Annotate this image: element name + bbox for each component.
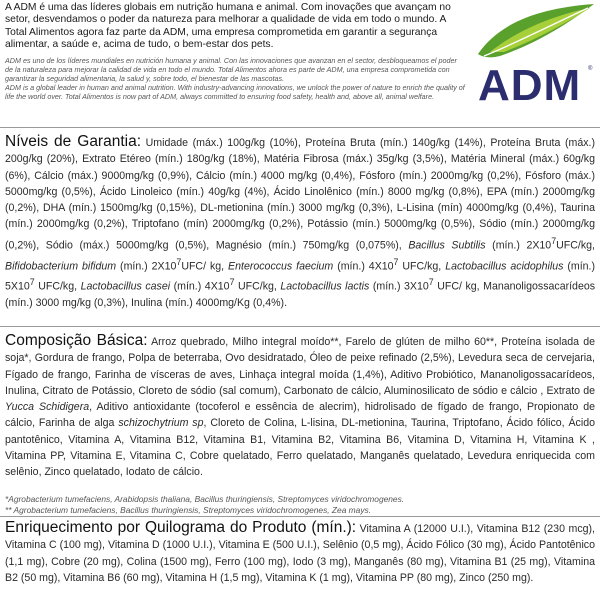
intro-block [5,2,465,102]
composicao-title: Composição Básica: [5,332,148,349]
garantia-section [5,134,595,312]
species-name: Lactobacillus acidophilus [445,260,564,273]
garantia-part: UFC/kg, [398,260,446,273]
gmo-notes [5,494,595,515]
composicao-part: , Cloreto de Colina, L-lisina, DL-metionina, Taurina, Triptofano, Ácido fólico, Ácido pantotênico, Vitamina A, Vitamina B12, Vitamina B1, Vitamina B2, Vitamina B6, Vitamina D, Vitamina H, Vitamina K , Vitamina PP, Vitamina E, Vitamina C, Cobre quelatado, Ferro quelatado, Manganês quelatado, Levedura enriquecida com selênio, Zinco quelatado, Iodato de cálcio. [5,417,595,479]
garantia-part: Umidade (máx.) 100g/kg (10%), Proteína Bruta (mín.) 140g/kg (14%), Proteína Bruta (máx.) 200g/kg (20%), Extrato Etéreo (mín.) 180g/kg (18%), Matéria Fibrosa (máx.) 35g/kg (3,5%), Matéria Mineral (máx.) 60g/kg (6%), Cálcio (máx.) 9000mg/kg (0,9%), Cálcio (mín.) 4000 mg/kg (0,4%), Fósforo (mín.) 2000mg/kg (0,2%), Fósforo (máx.) 5000mg/kg (0,5%), Ácido Linoleico (mín.) 40g/kg (4%), Ácido Linolênico (mín.) 8000 mg/kg (0,8%), EPA (mín.) 2000mg/kg (0,2%), DHA (mín.) 1500mg/kg (0,15%), DL-metionina (mín.) 3000 mg/kg (0,3%), L-Lisina (mín) 4000mg/kg (0,4%), Taurina (mín.) 2000mg/kg (0,2%), Triptofano (mín) 2000mg/kg (0,2%), Potássio (mín.) 5000mg/kg (0,5%), Sódio (mín.) 2000mg/kg (0,2%), Sódio (máx.) 5000mg/kg (0,5%), Magnésio (mín.) 750mg/kg (0,075%), [5,137,595,252]
enriquecimento-section [5,520,595,586]
note-double-asterisk: ** Agrobacterium tumefaciens, Bacillus thuringiensis, Streptomyces viridochromogenes, Zea mays. [5,504,372,515]
divider-middle [0,326,600,327]
garantia-part: UFC/kg, [556,239,595,252]
logo-wordmark: ADM [478,61,582,110]
garantia-title: Níveis de Garantia: [5,133,142,150]
enriquecimento-text [5,520,595,586]
divider-top [0,127,600,128]
garantia-part: (mín.) 5X10 [5,260,596,293]
garantia-part: (mín.) 2X10 [485,239,552,252]
intro-spanish: ADM es uno de los líderes mundiales en nutrición humana y animal. Con las innovaciones que avanzan en el sector, desbloqueamos el poder de la naturaleza para mejorar la calidad de vida en todo el mundo. Total Alimentos ahora es parte de ADM, una empresa comprometida con garantizar la seguridad alimentaria, la salud y, sobre todo, el bienestar de las mascotas. [5,55,457,84]
enriquecimento-title: Enriquecimento por Quilograma do Produto (mín.): [5,519,357,536]
garantia-part: UFC/ kg, Mananoligossacarídeos (mín.) 3000 mg/kg (0,3%), Inulina (mín.) 4000mg/Kg (0,4%). [5,280,596,310]
species-name: Lactobacillus casei [80,280,171,293]
note-single-asterisk: *Agrobacterium tumefaciens, Arabidopsis thaliana, Bacillus thuringiensis, Streptomyces viridochromogenes. [5,494,405,504]
exponent: 7 [229,277,235,288]
garantia-part: UFC/kg, [34,280,81,293]
exponent: 7 [176,256,182,267]
composicao-section [5,333,595,481]
divider-bottom [0,516,600,517]
species-name: Bifidobacterium bifidum [5,260,117,273]
garantia-text [5,134,595,312]
composicao-part: Arroz quebrado, Milho integral moído**, Farelo de glúten de milho 60**, Proteína isolada de soja*, Gordura de frango, Polpa de beterraba, Ovo desidratado, Óleo de peixe refinado (2,5%), Levedura seca de cervejaria, Fígado de frango, Farinha de vísceras de aves, Linhaça integral moída (1,4%), Aditivo Probiótico, Mananoligossacarídeos, Inulina, Citrato de Potássio, Cloreto de sódio (sal comum), Carbonato de cálcio, Aluminosilicato de sódio e cálcio , Extrato de [5,336,595,397]
intro-portuguese: A ADM é uma das líderes globais em nutrição humana e animal. Com inovações que avançam no setor, desvendamos o poder da natureza para melhorar a qualidade de vida em todo o mundo. A Total Alimentos agora faz parte da ADM, uma empresa comprometida em garantir a segurança alimentar, a saúde e, acima de tudo, o bem-estar dos pets. [5,2,451,51]
species-name: Bacillus Subtilis [408,239,486,252]
exponent: 7 [428,277,434,288]
exponent: 7 [393,256,399,267]
composicao-text [5,333,595,481]
exponent: 7 [29,277,35,288]
garantia-part: (mín.) 2X10 [116,260,177,273]
garantia-part: (mín.) 4X10 [333,260,394,273]
species-name: Yucca Schidigera [5,401,90,414]
garantia-part: UFC/kg, [234,280,281,293]
species-name: schizochytrium sp [118,417,204,430]
registered-mark: ® [588,66,593,72]
adm-logo [470,2,598,114]
species-name: Enterococcus faecium [228,260,334,273]
exponent: 7 [551,235,557,246]
garantia-part: UFC/ kg, [181,260,229,273]
garantia-part: (mín.) 4X10 [170,280,230,293]
enriquecimento-part: Vitamina A (12000 U.I.), Vitamina B12 (230 mcg), Vitamina C (100 mg), Vitamina D (1000 U.I.), Vitamina E (500 U.I.), Selênio (0,5 mg), Ácido Fólico (30 mg), Ácido Pantotênico (1,1 mg), Cobre (20 mg), Colina (1500 mg), Ferro (100 mg), Iodo (3 mg), Manganês (80 mg), Vitamina B1 (25 mg), Vitamina B2 (50 mg), Vitamina B6 (60 mg), Vitamina H (1,5 mg), Vitamina K (1 mg), Vitamina PP (80 mg), Zinco (250 mg). [5,523,595,584]
composicao-part: , Aditivo antioxidante (tocoferol e essência de alecrim), hidrolisado de fígado de frango, Propionato de cálcio, Farinha de alga [5,401,595,430]
garantia-part: (mín.) 3X10 [369,280,429,293]
intro-english: ADM is a global leader in human and animal nutrition. With industry-advancing innovations, we unlock the power of nature to enrich the quality of life the world over. Total Alimentos is now part of ADM, always committed to ensuring food safety, health and, above all, animal welfare. [5,83,465,102]
species-name: Lactobacillus lactis [280,280,370,293]
leaf-icon [470,2,598,62]
